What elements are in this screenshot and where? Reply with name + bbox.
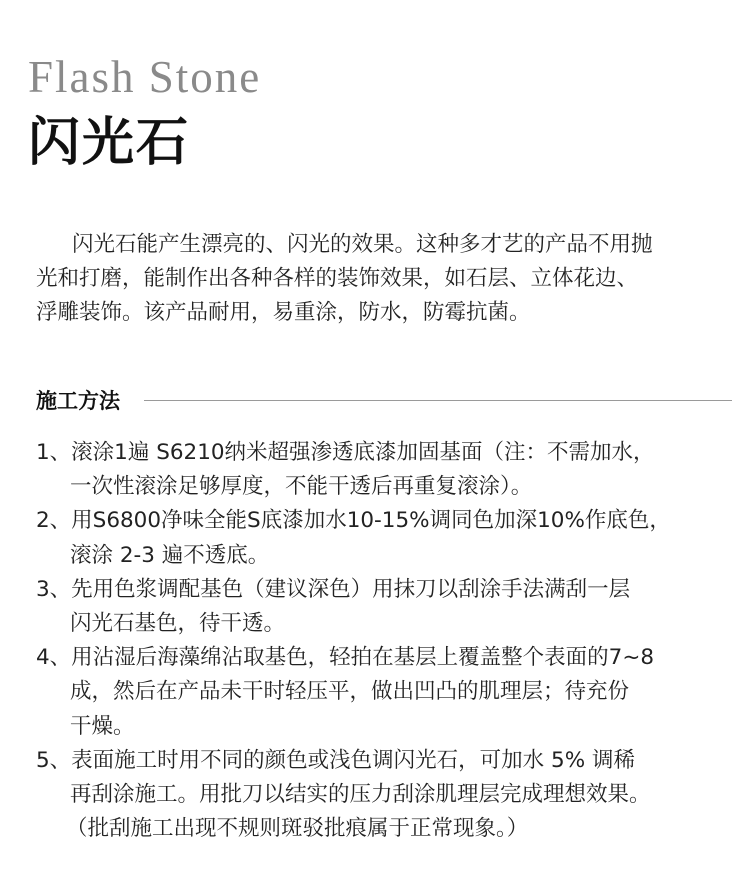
- intro-line: 浮雕装饰。该产品耐用，易重涂，防水，防霉抗菌。: [36, 300, 531, 325]
- intro-paragraph: [36, 228, 736, 330]
- english-title: Flash Stone: [28, 52, 262, 102]
- step-4-line: 成，然后在产品未干时轻压平，做出凹凸的肌理层；待充份: [70, 679, 630, 705]
- intro-line: 闪光石能产生漂亮的、闪光的效果。这种多才艺的产品不用抛: [72, 232, 653, 257]
- section-divider: [144, 400, 732, 401]
- step-2-line: 滚涂 2-3 遍不透底。: [70, 542, 270, 568]
- step-3-line: 3、先用色浆调配基色（建议深色）用抹刀以刮涂手法满刮一层: [36, 576, 631, 602]
- step-2-line: 2、用S6800净味全能S底漆加水10-15%调同色加深10%作底色，: [36, 508, 671, 534]
- steps-list: [36, 436, 736, 846]
- step-5-line: 5、表面施工时用不同的颜色或浅色调闪光石，可加水 5% 调稀: [36, 747, 635, 773]
- step-4-line: 4、用沾湿后海藻绵沾取基色，轻拍在基层上覆盖整个表面的7~8: [36, 645, 655, 671]
- step-1-line: 1、滚涂1遍 S6210纳米超强渗透底漆加固基面（注：不需加水，: [36, 440, 655, 465]
- step-5-note: （批刮施工出现不规则斑驳批痕属于正常现象。）: [66, 816, 529, 842]
- intro-line: 光和打磨，能制作出各种各样的装饰效果，如石层、立体花边、: [36, 266, 639, 291]
- step-4-line: 干燥。: [70, 713, 135, 739]
- step-3-line: 闪光石基色，待干透。: [70, 611, 286, 637]
- section-title: 施工方法: [36, 389, 120, 413]
- step-5-line: 再刮涂施工。用批刀以结实的压力刮涂肌理层完成理想效果。: [70, 782, 651, 808]
- chinese-title: 闪光石: [28, 113, 191, 173]
- step-1-line: 一次性滚涂足够厚度，不能干透后再重复滚涂）。: [70, 474, 533, 500]
- section-header: [36, 385, 732, 415]
